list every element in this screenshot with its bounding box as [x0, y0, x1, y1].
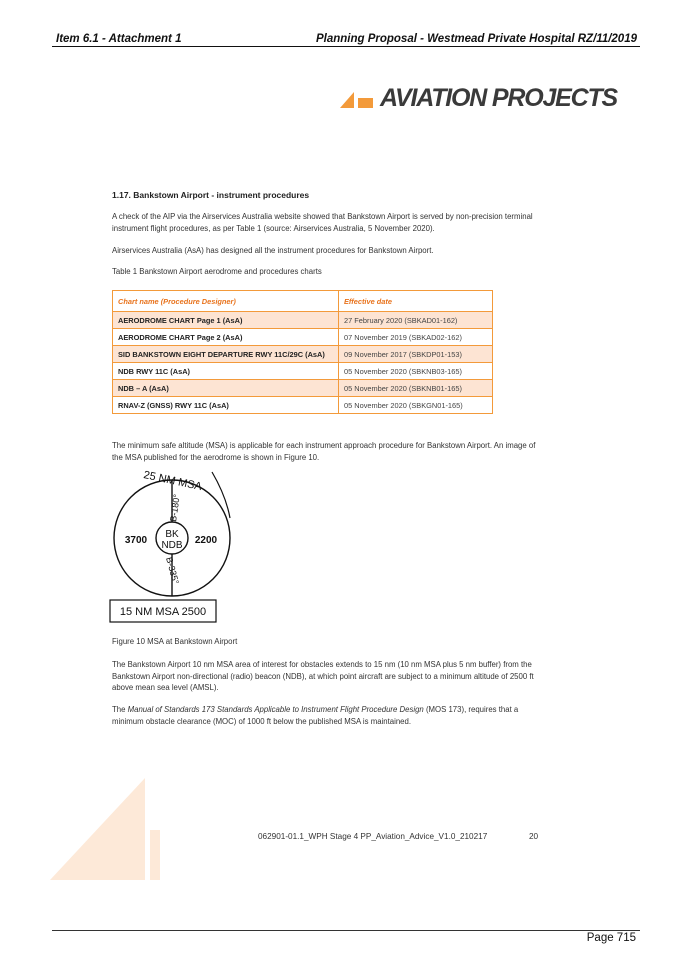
- watermark-logo-icon: [50, 770, 160, 882]
- page-number: Page 715: [586, 932, 636, 944]
- chart-name-cell: NDB – A (AsA): [113, 380, 339, 397]
- footer-document-id: 062901-01.1_WPH Stage 4 PP_Aviation_Advice_V1.0_210217: [258, 832, 488, 841]
- msa-center-line2: NDB: [161, 540, 183, 551]
- mos-title: Manual of Standards 173 Standards Applicable to Instrument Flight Procedure Design: [127, 705, 424, 714]
- chart-name-cell: NDB RWY 11C (AsA): [113, 363, 339, 380]
- section-heading: [112, 190, 309, 200]
- effective-date-cell: 09 November 2017 (SBKDP01-153): [339, 346, 493, 363]
- figure-caption: Figure 10 MSA at Bankstown Airport: [112, 637, 238, 646]
- msa-right-altitude: 2200: [194, 535, 218, 546]
- table-row: [113, 380, 493, 397]
- effective-date-cell: 05 November 2020 (SBKNB01-165): [339, 380, 493, 397]
- company-logo: [340, 84, 617, 113]
- msa-arc-mark: [212, 472, 230, 518]
- msa-bearing-top: B-180°: [168, 493, 182, 523]
- column-header-chart-name: Chart name (Procedure Designer): [113, 291, 339, 312]
- paragraph-msa-area: The Bankstown Airport 10 nm MSA area of interest for obstacles extends to 15 nm (10 nm MSA plus 5 nm buffer) from the Bankstown Airport non-directional (radio) beacon (NDB), at which point aircraft are subject to a minimum altitude of 2500 ft above mean sea level (AMSL).: [112, 660, 534, 693]
- column-header-effective-date: Effective date: [339, 291, 493, 312]
- table-row: [113, 346, 493, 363]
- msa-top-label: 25 NM MSA: [142, 469, 203, 494]
- table-row: [113, 397, 493, 414]
- mos-text-pre: The: [112, 705, 128, 714]
- header-divider: [52, 46, 640, 47]
- chart-name-cell: AERODROME CHART Page 1 (AsA): [113, 312, 339, 329]
- effective-date-cell: 05 November 2020 (SBKGN01-165): [339, 397, 493, 414]
- footer-document-page: 20: [529, 832, 539, 841]
- section-number: 1.17.: [112, 190, 131, 200]
- table-row: [113, 312, 493, 329]
- section-title: Bankstown Airport - instrument procedures: [133, 190, 310, 200]
- chart-name-cell: SID BANKSTOWN EIGHT DEPARTURE RWY 11C/29C (AsA): [113, 346, 339, 363]
- paragraph-msa-intro: The minimum safe altitude (MSA) is applicable for each instrument approach procedure for Bankstown Airport. An image of the MSA published for the aerodrome is shown in Figure 10.: [112, 441, 536, 462]
- msa-center-line1: BK: [165, 529, 179, 540]
- table-row: [113, 363, 493, 380]
- paragraph-mos: [112, 704, 542, 727]
- effective-date-cell: 27 February 2020 (SBKAD01-162): [339, 312, 493, 329]
- header-right: Planning Proposal - Westmead Private Hospital RZ/11/2019: [315, 33, 637, 45]
- chart-name-cell: AERODROME CHART Page 2 (AsA): [113, 329, 339, 346]
- msa-left-altitude: 3700: [124, 535, 148, 546]
- paragraph-asa: Airservices Australia (AsA) has designed all the instrument procedures for Bankstown Airport.: [112, 246, 434, 255]
- mos-text-post: (MOS 173), requires that a minimum obstacle clearance (MOC) of 1000 ft below the published MSA is maintained.: [112, 705, 519, 726]
- logo-mark-icon: [340, 88, 374, 110]
- effective-date-cell: 05 November 2020 (SBKNB03-165): [339, 363, 493, 380]
- paragraph-intro: A check of the AIP via the Airservices Australia website showed that Bankstown Airport is served by non-precision terminal instrument flight procedures, as per Table 1 (source: Airservices Australia, 5 November 2020).: [112, 212, 533, 233]
- msa-box-label: 15 NM MSA 2500: [119, 606, 207, 618]
- header-left: Item 6.1 - Attachment 1: [56, 33, 182, 45]
- logo-text: AVIATION PROJECTS: [380, 84, 618, 112]
- effective-date-cell: 07 November 2019 (SBKAD02-162): [339, 329, 493, 346]
- table-caption: Table 1 Bankstown Airport aerodrome and procedures charts: [112, 267, 322, 276]
- msa-bearing-bottom: B-335°: [164, 555, 181, 586]
- table-row: [113, 329, 493, 346]
- charts-table: [112, 290, 493, 414]
- footer-divider: [52, 930, 640, 931]
- table-header-row: [113, 291, 493, 312]
- msa-diagram: [108, 466, 238, 626]
- chart-name-cell: RNAV-Z (GNSS) RWY 11C (AsA): [113, 397, 339, 414]
